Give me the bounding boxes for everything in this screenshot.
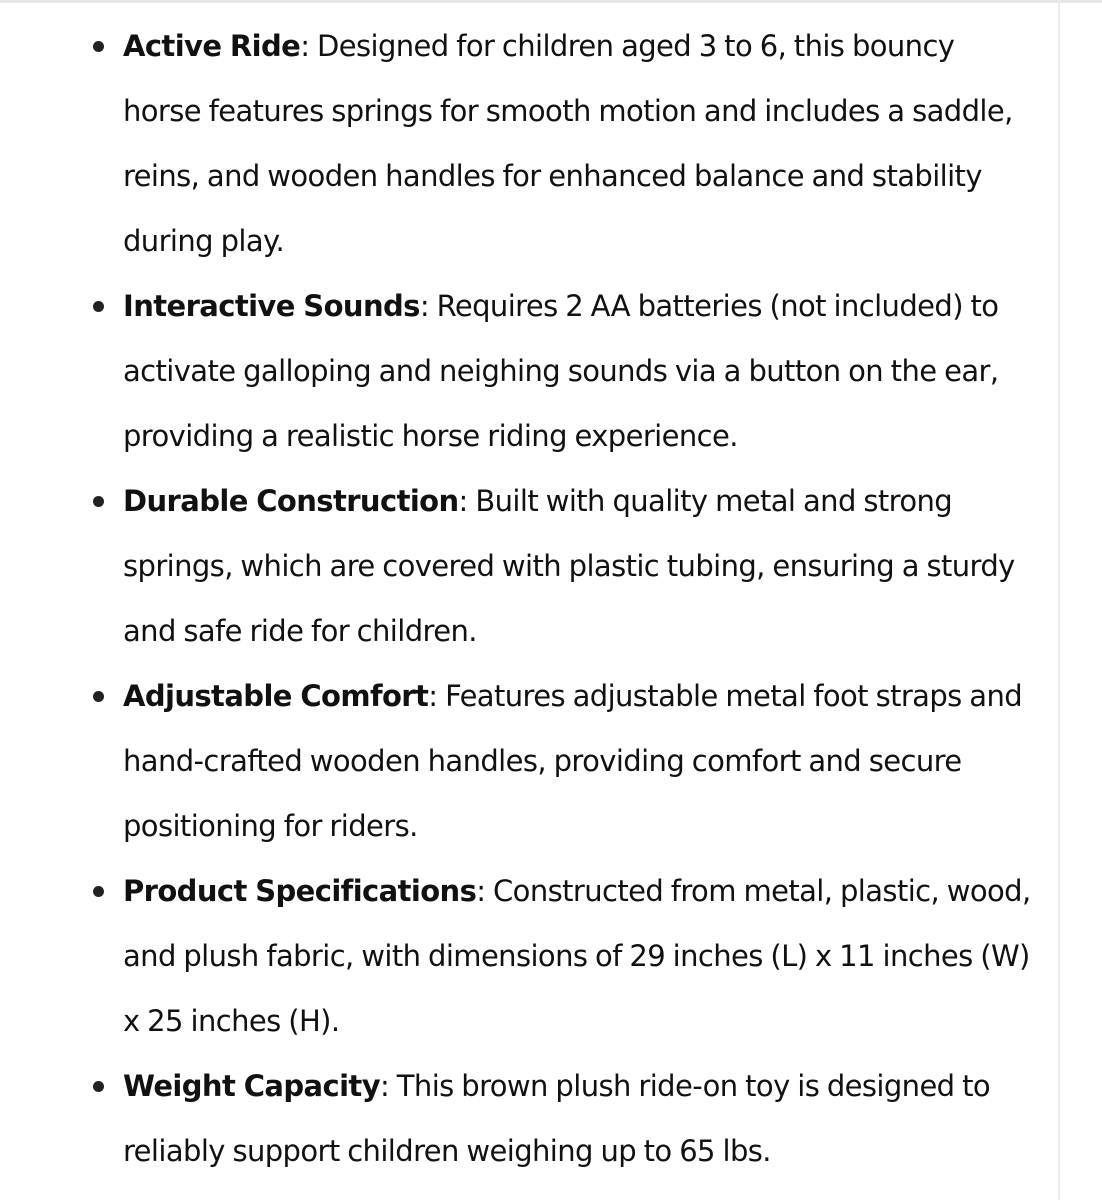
feature-term: Product Specifications: [123, 874, 477, 908]
term-separator: :: [300, 29, 310, 63]
list-item: [0, 1054, 1102, 1184]
feature-description: Built with quality metal and strong springs, which are covered with plastic tubing, ensuring a sturdy and safe ride for children.: [123, 484, 1015, 648]
feature-description: Requires 2 AA batteries (not included) to activate galloping and neighing sounds via a button on the ear, providing a realistic horse riding experience.: [123, 289, 999, 453]
feature-term: Weight Capacity: [123, 1069, 381, 1103]
feature-term: Adjustable Comfort: [123, 679, 429, 713]
feature-description: This brown plush ride-on toy is designed to reliably support children weighing up to 65 lbs.: [123, 1069, 991, 1168]
list-item: [0, 14, 1102, 274]
feature-term: Durable Construction: [123, 484, 459, 518]
bullet-icon: [93, 496, 104, 507]
feature-description: Constructed from metal, plastic, wood, and plush fabric, with dimensions of 29 inches (L) x 11 inches (W) x 25 inches (H).: [123, 874, 1031, 1038]
list-item: [0, 859, 1102, 1054]
term-separator: :: [419, 289, 429, 323]
list-item: [0, 469, 1102, 664]
bullet-icon: [93, 41, 104, 52]
bullet-icon: [93, 886, 104, 897]
feature-description: Designed for children aged 3 to 6, this bouncy horse features springs for smooth motion and includes a saddle, reins, and wooden handles for enhanced balance and stability during play.: [123, 29, 1013, 258]
term-separator: :: [458, 484, 468, 518]
top-divider: [0, 0, 1102, 3]
bullet-icon: [93, 691, 104, 702]
list-item: [0, 664, 1102, 859]
list-item: [0, 274, 1102, 469]
feature-term: Active Ride: [123, 29, 301, 63]
feature-list: [0, 14, 1102, 1184]
term-separator: :: [380, 1069, 390, 1103]
bullet-icon: [93, 301, 104, 312]
bullet-icon: [93, 1081, 104, 1092]
term-separator: :: [428, 679, 438, 713]
feature-description: Features adjustable metal foot straps and hand-crafted wooden handles, providing comfort and secure positioning for riders.: [123, 679, 1023, 843]
term-separator: :: [476, 874, 486, 908]
feature-term: Interactive Sounds: [123, 289, 420, 323]
